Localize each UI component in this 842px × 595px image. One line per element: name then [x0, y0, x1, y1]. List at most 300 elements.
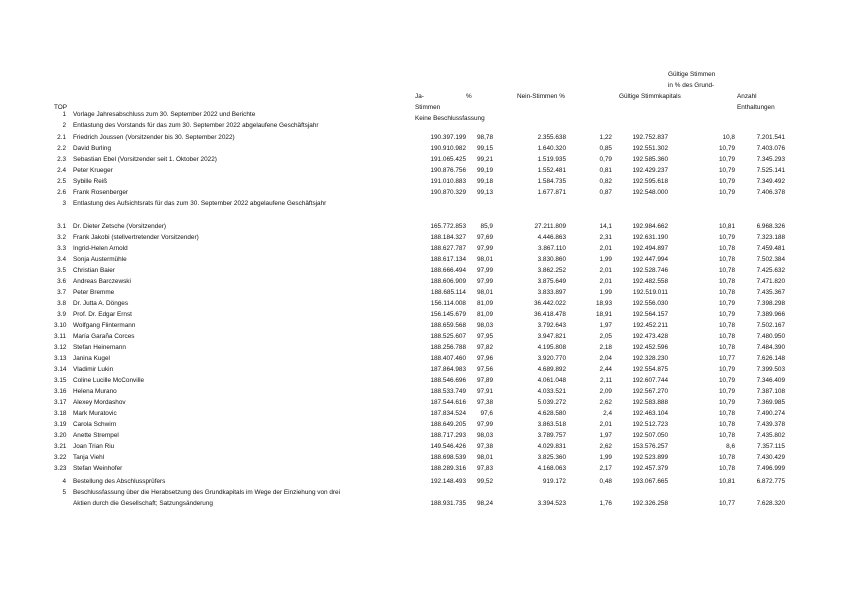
agenda-item: Peter Bremme [73, 289, 115, 296]
valid-votes: 192.457.379 [632, 465, 668, 472]
agenda-item: Janina Kugel [73, 355, 110, 362]
no-votes: 3.830.860 [537, 256, 566, 263]
table-row [0, 132, 842, 143]
valid-percent-of-capital: 10,78 [719, 333, 735, 340]
agenda-item: Wolfgang Flintermann [73, 322, 136, 329]
yes-votes: 191.010.883 [430, 178, 466, 185]
no-percent: 2,62 [599, 443, 612, 450]
abstentions: 7.459.481 [756, 245, 785, 252]
valid-votes: 192.607.744 [632, 377, 668, 384]
valid-percent-of-capital: 10,78 [719, 256, 735, 263]
table-row [0, 498, 842, 509]
no-votes: 3.825.360 [537, 454, 566, 461]
valid-votes: 192.752.837 [632, 133, 668, 141]
table-row [0, 265, 842, 276]
table-row [0, 143, 842, 154]
header-top: TOP [54, 104, 68, 111]
no-votes: 2.355.638 [537, 133, 566, 141]
agenda-number: 3.3 [57, 245, 66, 252]
yes-percent: 98,03 [477, 322, 493, 329]
table-row [0, 109, 842, 120]
table-row [0, 476, 842, 487]
agenda-item: Andreas Barczewski [73, 278, 131, 285]
table-row [0, 342, 842, 353]
agenda-item: Stefan Weinhofer [73, 465, 123, 472]
no-votes: 4.628.580 [537, 410, 566, 417]
agenda-item: Entlastung des Vorstands für das zum 30. September 2022 abgelaufene Geschäftsjahr [73, 121, 319, 129]
table-row [0, 463, 842, 474]
yes-votes: 190.870.329 [430, 189, 466, 196]
valid-votes: 192.984.662 [632, 223, 668, 230]
valid-percent-of-capital: 10,81 [719, 223, 735, 230]
valid-percent-of-capital: 10,78 [719, 344, 735, 351]
no-percent: 2,4 [603, 410, 612, 417]
valid-votes: 192.523.899 [632, 454, 668, 461]
abstentions: 7.628.320 [756, 500, 785, 507]
valid-percent-of-capital: 10,79 [719, 145, 735, 152]
agenda-item: Vorlage Jahresabschluss zum 30. September 2022 und Berichte [73, 111, 256, 118]
abstentions: 7.323.188 [756, 234, 785, 241]
agenda-number: 3.2 [57, 234, 66, 241]
yes-votes: 190.397.199 [430, 133, 466, 141]
header-enthaltungen: Enthaltungen [737, 104, 775, 111]
agenda-number: 3.10 [54, 322, 67, 329]
agenda-item: María Garaña Corces [73, 333, 135, 340]
yes-votes: 188.289.316 [430, 465, 466, 472]
yes-percent: 98,24 [477, 500, 493, 507]
valid-votes: 192.452.596 [632, 344, 668, 351]
no-percent: 0,82 [599, 178, 612, 185]
table-row [0, 331, 842, 342]
no-percent: 1,99 [599, 454, 612, 461]
yes-percent: 99,13 [477, 189, 493, 196]
valid-percent-of-capital: 10,79 [719, 311, 735, 318]
agenda-item: Aktien durch die Gesellschaft; Satzungsänderung [73, 500, 213, 507]
abstentions: 7.525.141 [756, 167, 785, 174]
abstentions: 7.435.802 [756, 432, 785, 439]
valid-votes: 192.556.030 [632, 300, 668, 307]
agenda-item: Prof. Dr. Edgar Ernst [73, 311, 132, 318]
agenda-item: Bestellung des Abschlussprüfers [73, 477, 166, 485]
yes-percent: 97,95 [477, 333, 493, 340]
no-votes: 3.789.757 [537, 432, 566, 439]
yes-percent: 97,99 [477, 245, 493, 252]
agenda-number: 3.18 [54, 410, 67, 417]
no-votes: 4.061.048 [537, 377, 566, 384]
yes-votes: 188.659.568 [430, 322, 466, 329]
no-percent: 0,48 [599, 477, 612, 485]
yes-percent: 97,69 [477, 234, 493, 241]
yes-votes: 188.649.205 [430, 421, 466, 428]
abstentions: 7.357.115 [757, 443, 785, 450]
no-percent: 2,11 [600, 377, 612, 384]
yes-votes: 188.606.909 [430, 278, 466, 285]
valid-percent-of-capital: 10,78 [719, 410, 735, 417]
abstentions: 7.439.378 [756, 421, 785, 428]
no-percent: 0,85 [599, 145, 612, 152]
valid-votes: 192.452.211 [632, 322, 668, 329]
agenda-number: 3.7 [57, 289, 66, 296]
valid-percent-of-capital: 10,79 [719, 167, 735, 174]
yes-percent: 99,21 [477, 156, 493, 163]
abstentions: 7.502.167 [756, 322, 785, 329]
valid-percent-of-capital: 10,78 [719, 267, 735, 274]
no-votes: 3.792.643 [537, 322, 566, 329]
yes-percent: 97,91 [477, 388, 493, 395]
valid-percent-of-capital: 10,78 [719, 278, 735, 285]
yes-votes: 187.864.983 [430, 366, 466, 373]
valid-votes: 192.583.888 [632, 399, 668, 406]
yes-percent: 97,83 [477, 465, 493, 472]
no-percent: 18,91 [596, 311, 612, 318]
agenda-number: 1 [62, 111, 66, 118]
yes-percent: 97,99 [477, 278, 493, 285]
yes-votes: 165.772.853 [430, 223, 466, 230]
no-votes: 919.172 [542, 477, 566, 485]
yes-votes: 188.717.293 [430, 432, 466, 439]
no-votes: 4.033.521 [537, 388, 566, 395]
valid-votes: 192.631.190 [632, 234, 668, 241]
yes-percent: 98,01 [477, 256, 493, 263]
agenda-item: Joan Trian Riu [73, 443, 115, 450]
yes-votes: 191.065.425 [430, 156, 466, 163]
no-percent: 1,22 [599, 133, 612, 141]
agenda-number: 5 [62, 488, 66, 496]
no-votes: 3.920.770 [537, 355, 566, 362]
yes-percent: 97,6 [480, 410, 493, 417]
valid-percent-of-capital: 10,79 [719, 156, 735, 163]
abstentions: 7.435.367 [756, 289, 785, 296]
yes-percent: 81,09 [477, 300, 493, 307]
table-row [0, 120, 842, 131]
table-row [0, 397, 842, 408]
yes-votes: 188.533.749 [430, 388, 466, 395]
abstentions: 7.430.429 [756, 454, 785, 461]
agenda-item: Tanja Viehl [73, 454, 105, 461]
no-votes: 1.552.481 [537, 167, 566, 174]
abstentions: 7.389.966 [756, 311, 785, 318]
yes-votes: 149.546.426 [430, 443, 466, 450]
agenda-number: 2.3 [57, 156, 66, 163]
agenda-number: 2.1 [57, 133, 66, 141]
table-row [0, 309, 842, 320]
no-votes: 3.862.252 [537, 267, 566, 274]
table-row [0, 243, 842, 254]
no-votes: 3.833.897 [537, 289, 566, 296]
yes-votes: 190.876.756 [430, 167, 466, 174]
valid-percent-of-capital: 8,6 [726, 443, 735, 450]
agenda-number: 2.6 [57, 189, 66, 196]
agenda-number: 3.16 [54, 388, 67, 395]
valid-votes: 193.067.665 [632, 477, 668, 485]
agenda-item: Stefan Heinemann [73, 344, 126, 351]
abstentions: 7.406.378 [756, 189, 785, 196]
agenda-number: 2.2 [57, 145, 66, 152]
table-row [0, 232, 842, 243]
header-valid-line2: in % des Grund- [668, 82, 715, 89]
abstentions: 7.346.409 [756, 377, 785, 384]
yes-percent: 81,09 [477, 311, 493, 318]
yes-percent: 99,15 [477, 145, 493, 152]
no-percent: 0,79 [599, 156, 612, 163]
no-percent: 1,76 [599, 500, 612, 507]
agenda-item: Vladimir Lukin [73, 366, 114, 373]
valid-votes: 192.326.258 [632, 500, 668, 507]
table-row [0, 320, 842, 331]
valid-votes: 192.429.237 [632, 167, 668, 174]
valid-votes: 192.585.360 [632, 156, 668, 163]
table-row [0, 165, 842, 176]
header-anzahl: Anzahl [737, 93, 757, 100]
agenda-item: Carola Schwirn [73, 421, 117, 428]
yes-votes: 188.627.787 [430, 245, 466, 252]
no-percent: 2,01 [599, 278, 612, 285]
valid-percent-of-capital: 10,77 [719, 355, 735, 362]
valid-votes: 192.548.000 [632, 189, 668, 196]
agenda-item: Beschlussfassung über die Herabsetzung des Grundkapitals im Wege der Einziehung von drei [73, 488, 341, 496]
agenda-number: 3.6 [57, 278, 66, 285]
agenda-item: Frank Jakobi (stellvertretender Vorsitzender) [73, 234, 199, 241]
no-votes: 3.947.821 [537, 333, 566, 340]
table-row [0, 221, 842, 232]
agenda-number: 3.21 [54, 443, 67, 450]
table-row [0, 408, 842, 419]
abstentions: 7.349.492 [756, 178, 785, 185]
valid-percent-of-capital: 10,78 [719, 454, 735, 461]
valid-votes: 192.554.875 [632, 366, 668, 373]
agenda-item: Helena Murano [73, 388, 117, 395]
yes-percent: 97,38 [477, 443, 493, 450]
yes-votes: 190.910.982 [430, 145, 466, 152]
no-votes: 36.442.022 [534, 300, 566, 307]
yes-percent: 97,96 [477, 355, 493, 362]
agenda-number: 3.23 [54, 465, 67, 472]
agenda-item: Entlastung des Aufsichtsrats für das zum 30. September 2022 abgelaufene Geschäftsjahr [73, 200, 327, 207]
valid-votes: 192.447.994 [632, 256, 668, 263]
yes-votes: 188.256.788 [430, 344, 466, 351]
agenda-number: 3 [62, 200, 66, 207]
yes-percent: 97,56 [477, 366, 493, 373]
yes-votes: 187.834.524 [430, 410, 466, 417]
no-votes: 27.211.809 [534, 223, 566, 230]
agenda-number: 3.9 [57, 311, 66, 318]
no-percent: 0,81 [599, 167, 612, 174]
no-percent: 14,1 [599, 223, 612, 230]
no-votes: 3.867.110 [538, 245, 566, 252]
valid-percent-of-capital: 10,79 [719, 189, 735, 196]
table-row [0, 187, 842, 198]
valid-percent-of-capital: 10,78 [719, 432, 735, 439]
no-votes: 4.029.831 [537, 443, 566, 450]
yes-percent: 85,9 [480, 223, 493, 230]
valid-votes: 192.494.897 [632, 245, 668, 252]
valid-votes: 192.519.011 [632, 289, 668, 296]
table-row [0, 353, 842, 364]
abstentions: 6.872.775 [756, 477, 785, 485]
no-votes: 4.195.808 [537, 344, 566, 351]
agenda-item: David Burling [73, 145, 112, 152]
table-row [0, 419, 842, 430]
yes-votes: 192.148.493 [430, 477, 466, 485]
no-votes: 3.394.523 [537, 500, 566, 507]
agenda-item: Ingrid-Helen Arnold [73, 245, 128, 252]
header-ja: Ja- [415, 93, 424, 100]
valid-votes: 192.528.746 [632, 267, 668, 274]
no-percent: 2,09 [599, 388, 612, 395]
yes-votes: 188.525.607 [430, 333, 466, 340]
yes-percent: 98,01 [477, 454, 493, 461]
table-row [0, 298, 842, 309]
yes-votes: 188.546.696 [430, 377, 466, 384]
agenda-item: Christian Baier [73, 267, 115, 274]
header-valid-line3: Gültige Stimmkapitals [619, 93, 681, 100]
yes-percent: 98,03 [477, 432, 493, 439]
no-percent: 2,18 [599, 344, 612, 351]
table-row [0, 375, 842, 386]
no-percent: 2,01 [599, 421, 612, 428]
abstentions: 6.968.326 [756, 223, 785, 230]
agenda-number: 3.17 [54, 399, 67, 406]
agenda-number: 3.15 [54, 377, 67, 384]
agenda-item: Peter Krueger [73, 167, 113, 174]
valid-percent-of-capital: 10,79 [719, 234, 735, 241]
no-votes: 4.168.063 [537, 465, 566, 472]
no-votes: 1.584.735 [537, 178, 566, 185]
valid-percent-of-capital: 10,79 [719, 399, 735, 406]
yes-votes: 188.685.114 [430, 289, 466, 296]
no-percent: 2,17 [599, 465, 612, 472]
yes-percent: 98,78 [477, 133, 493, 141]
yes-percent: 97,99 [477, 267, 493, 274]
table-row [0, 209, 842, 220]
valid-votes: 153.576.257 [632, 443, 668, 450]
yes-votes: 188.931.735 [430, 500, 466, 507]
no-percent: 2,04 [599, 355, 612, 362]
agenda-item: Dr. Jutta A. Dönges [73, 300, 129, 307]
no-percent: 1,97 [599, 432, 612, 439]
valid-percent-of-capital: 10,78 [719, 421, 735, 428]
header-keine-beschlussfassung: Keine Beschlussfassung [415, 115, 485, 122]
agenda-number: 3.19 [54, 421, 67, 428]
agenda-number: 3.22 [54, 454, 67, 461]
agenda-number: 3.12 [54, 344, 67, 351]
agenda-item: Coline Lucille McConville [73, 377, 145, 384]
agenda-number: 3.1 [57, 223, 66, 230]
abstentions: 7.369.985 [756, 399, 785, 406]
no-votes: 1.640.320 [537, 145, 566, 152]
yes-percent: 99,52 [477, 477, 493, 485]
agenda-number: 2.4 [57, 167, 66, 174]
valid-votes: 192.473.428 [632, 333, 668, 340]
abstentions: 7.484.390 [756, 344, 785, 351]
no-votes: 4.446.863 [537, 234, 566, 241]
header-valid-line1: Gültige Stimmen [668, 71, 716, 78]
abstentions: 7.496.999 [756, 465, 785, 472]
yes-votes: 188.698.539 [430, 454, 466, 461]
no-percent: 2,05 [599, 333, 612, 340]
abstentions: 7.403.076 [756, 145, 785, 152]
valid-percent-of-capital: 10,81 [719, 477, 735, 485]
valid-votes: 192.507.050 [632, 432, 668, 439]
valid-percent-of-capital: 10,79 [719, 300, 735, 307]
agenda-number: 4 [62, 477, 66, 485]
abstentions: 7.502.384 [756, 256, 785, 263]
yes-votes: 188.617.134 [430, 256, 466, 263]
agenda-item: Alexey Mordashov [73, 399, 126, 406]
abstentions: 7.387.108 [756, 388, 785, 395]
no-percent: 1,99 [599, 289, 612, 296]
agenda-item: Friedrich Joussen (Vorsitzender bis 30. September 2022) [73, 133, 235, 141]
yes-percent: 97,89 [477, 377, 493, 384]
yes-percent: 97,82 [477, 344, 493, 351]
yes-votes: 188.407.460 [430, 355, 466, 362]
abstentions: 7.345.293 [756, 156, 785, 163]
yes-percent: 99,18 [477, 178, 493, 185]
table-row [0, 386, 842, 397]
no-votes: 5.039.272 [537, 399, 566, 406]
agenda-item: Sybille Reiß [73, 178, 108, 185]
abstentions: 7.398.298 [756, 300, 785, 307]
no-percent: 18,93 [596, 300, 612, 307]
valid-votes: 192.595.618 [632, 178, 668, 185]
table-row [0, 452, 842, 463]
valid-percent-of-capital: 10,79 [719, 178, 735, 185]
abstentions: 7.626.148 [756, 355, 785, 362]
yes-votes: 187.544.616 [430, 399, 466, 406]
valid-votes: 192.482.558 [632, 278, 668, 285]
table-row [0, 441, 842, 452]
abstentions: 7.480.950 [756, 333, 785, 340]
valid-percent-of-capital: 10,77 [719, 500, 735, 507]
agenda-number: 3.4 [57, 256, 66, 263]
agenda-number: 2.5 [57, 178, 66, 185]
agenda-number: 3.13 [54, 355, 67, 362]
yes-percent: 98,01 [477, 289, 493, 296]
valid-percent-of-capital: 10,78 [719, 245, 735, 252]
valid-votes: 192.328.230 [632, 355, 668, 362]
abstentions: 7.201.541 [756, 133, 785, 141]
table-row [0, 254, 842, 265]
agenda-item: Anette Strempel [73, 432, 119, 439]
valid-percent-of-capital: 10,79 [719, 377, 735, 384]
yes-votes: 188.184.327 [430, 234, 466, 241]
agenda-item: Mark Muratovic [73, 410, 117, 417]
no-votes: 3.875.649 [537, 278, 566, 285]
valid-votes: 192.512.723 [632, 421, 668, 428]
valid-percent-of-capital: 10,8 [722, 133, 735, 141]
agenda-number: 3.14 [54, 366, 67, 373]
table-row [0, 430, 842, 441]
no-percent: 2,01 [599, 245, 612, 252]
table-row [0, 176, 842, 187]
valid-votes: 192.551.302 [632, 145, 668, 152]
no-percent: 2,01 [599, 267, 612, 274]
yes-percent: 99,19 [477, 167, 493, 174]
abstentions: 7.471.820 [756, 278, 785, 285]
no-votes: 1.519.935 [537, 156, 566, 163]
header-stimmen: Stimmen [415, 104, 441, 111]
agenda-item: Frank Rosenberger [73, 189, 129, 196]
yes-votes: 156.114.008 [430, 300, 466, 307]
table-row [0, 276, 842, 287]
no-percent: 2,62 [599, 399, 612, 406]
valid-percent-of-capital: 10,79 [719, 366, 735, 373]
header-nein: Nein-Stimmen % [517, 93, 565, 100]
yes-votes: 188.666.494 [430, 267, 466, 274]
table-row [0, 364, 842, 375]
agenda-item: Sonja Austermühle [73, 256, 127, 263]
valid-votes: 192.564.157 [632, 311, 668, 318]
